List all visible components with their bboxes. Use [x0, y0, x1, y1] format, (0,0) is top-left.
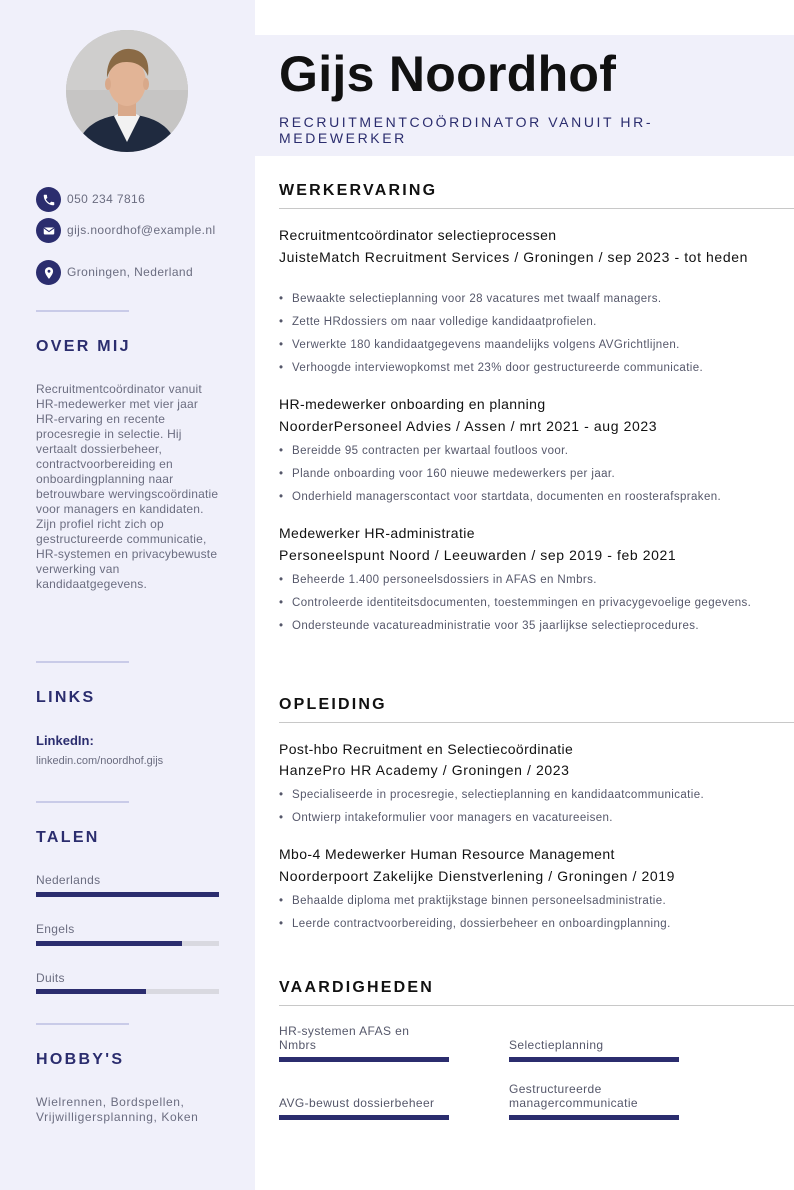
contact-location	[36, 260, 226, 285]
skill-name: Gestructureerde managercommunicatie	[509, 1082, 638, 1110]
experience-heading: WERKERVARING	[279, 182, 438, 199]
contact-phone	[36, 187, 226, 212]
mail-icon	[36, 218, 61, 243]
linkedin-link[interactable]: linkedin.com/noordhof.gijs	[36, 755, 164, 767]
skill-name: HR-systemen AFAS en Nmbrs	[279, 1024, 410, 1052]
about-text: Recruitmentcoördinator vanuit HR-medewerker met vier jaar HR-ervaring en recente procesregie in selectie. Hij vertaalt dossierbeheer, contractvoorbereiding en onboardingplanning naar betrouwbare wervingscoördinatie voor managers en kandidaten. Zijn profiel richt zich op gestructureerde communicatie, HR-systemen en privacybewuste verwerking van kandidaatgegevens.	[36, 382, 219, 591]
list-item: • Behaalde diploma met praktijkstage binnen personeelsadministratie.	[279, 894, 784, 909]
job-subtitle: RECRUITMENTCOÖRDINATOR VANUIT HR-MEDEWERKER	[279, 114, 654, 146]
sidebar	[0, 0, 255, 1190]
language-level-fill	[36, 892, 219, 897]
skill-level-bar	[509, 1057, 679, 1062]
job-title: HR-medewerker onboarding en planning	[279, 396, 546, 412]
list-item: • Ondersteunde vacatureadministratie voor 35 jaarlijkse selectieprocedures.	[279, 619, 784, 634]
phone-number: 050 234 7816	[67, 192, 146, 206]
linkedin-label: LinkedIn:	[36, 733, 94, 748]
list-item: • Specialiseerde in procesregie, selectieplanning en kandidaatcommunicatie.	[279, 788, 784, 803]
job-meta: JuisteMatch Recruitment Services / Groningen / sep 2023 - tot heden	[279, 249, 748, 265]
list-item: • Verhoogde interviewopkomst met 23% door gestructureerde communicatie.	[279, 361, 784, 376]
skill-item	[279, 1024, 449, 1062]
skill-level-bar	[279, 1115, 449, 1120]
education-title: Mbo-4 Medewerker Human Resource Management	[279, 846, 615, 862]
skill-name: Selectieplanning	[509, 1038, 604, 1052]
language-level-bar	[36, 941, 219, 946]
about-heading: OVER MIJ	[36, 338, 131, 355]
language-level-bar	[36, 892, 219, 897]
education-bullets	[279, 894, 784, 940]
list-item: • Zette HRdossiers om naar volledige kandidaatprofielen.	[279, 315, 784, 330]
education-heading: OPLEIDING	[279, 696, 387, 713]
list-item: • Leerde contractvoorbereiding, dossierbeheer en onboardingplanning.	[279, 917, 784, 932]
job-meta: Personeelspunt Noord / Leeuwarden / sep 2019 - feb 2021	[279, 547, 677, 563]
portrait-image	[66, 30, 188, 152]
skill-item	[279, 1082, 449, 1120]
language-level-fill	[36, 989, 146, 994]
list-item: • Controleerde identiteitsdocumenten, toestemmingen en privacygevoelige gegevens.	[279, 596, 784, 611]
skill-item	[509, 1082, 679, 1120]
skills-heading: VAARDIGHEDEN	[279, 979, 435, 996]
language-level-bar	[36, 989, 219, 994]
header-banner	[255, 35, 794, 156]
list-item: • Bewaakte selectieplanning voor 28 vacatures met twaalf managers.	[279, 292, 784, 307]
list-item: • Bereidde 95 contracten per kwartaal foutloos voor.	[279, 444, 784, 459]
skill-level-bar	[279, 1057, 449, 1062]
sidebar-divider	[36, 661, 129, 663]
sidebar-divider	[36, 801, 129, 803]
education-meta: Noorderpoort Zakelijke Dienstverlening / Groningen / 2019	[279, 868, 676, 884]
job-bullets	[279, 573, 784, 642]
list-item: • Beheerde 1.400 personeelsdossiers in AFAS en Nmbrs.	[279, 573, 784, 588]
list-item: • Ontwierp intakeformulier voor managers en vacatureeisen.	[279, 811, 784, 826]
skill-item	[509, 1024, 679, 1062]
languages-heading: TALEN	[36, 829, 100, 846]
education-meta: HanzePro HR Academy / Groningen / 2023	[279, 762, 570, 778]
candidate-name: Gijs Noordhof	[279, 46, 617, 102]
section-divider	[279, 722, 794, 723]
list-item: • Verwerkte 180 kandidaatgegevens maandelijks volgens AVGrichtlijnen.	[279, 338, 784, 353]
links-heading: LINKS	[36, 689, 96, 706]
phone-icon	[36, 187, 61, 212]
contact-email	[36, 218, 226, 243]
job-title: Medewerker HR-administratie	[279, 525, 475, 541]
job-bullets	[279, 444, 784, 513]
skill-level-bar	[509, 1115, 679, 1120]
education-title: Post-hbo Recruitment en Selectiecoördinatie	[279, 741, 574, 757]
language-name: Nederlands	[36, 873, 101, 887]
location-text: Groningen, Nederland	[67, 265, 194, 279]
language-level-fill	[36, 941, 182, 946]
skill-name: AVG-bewust dossierbeheer	[279, 1096, 435, 1110]
section-divider	[279, 1005, 794, 1006]
email-address[interactable]: gijs.noordhof@example.nl	[67, 223, 216, 237]
list-item: • Plande onboarding voor 160 nieuwe medewerkers per jaar.	[279, 467, 784, 482]
job-title: Recruitmentcoördinator selectieprocessen	[279, 227, 557, 243]
hobbies-heading: HOBBY'S	[36, 1051, 125, 1068]
section-divider	[279, 208, 794, 209]
language-name: Duits	[36, 971, 65, 985]
profile-photo	[66, 30, 188, 152]
sidebar-divider	[36, 1023, 129, 1025]
hobbies-text: Wielrennen, Bordspellen, Vrijwilligersplanning, Koken	[36, 1095, 199, 1124]
list-item: • Onderhield managerscontact voor startdata, documenten en roosterafspraken.	[279, 490, 784, 505]
language-name: Engels	[36, 922, 75, 936]
location-pin-icon	[36, 260, 61, 285]
job-meta: NoorderPersoneel Advies / Assen / mrt 2021 - aug 2023	[279, 418, 658, 434]
job-bullets	[279, 292, 784, 384]
sidebar-divider	[36, 310, 129, 312]
education-bullets	[279, 788, 784, 834]
